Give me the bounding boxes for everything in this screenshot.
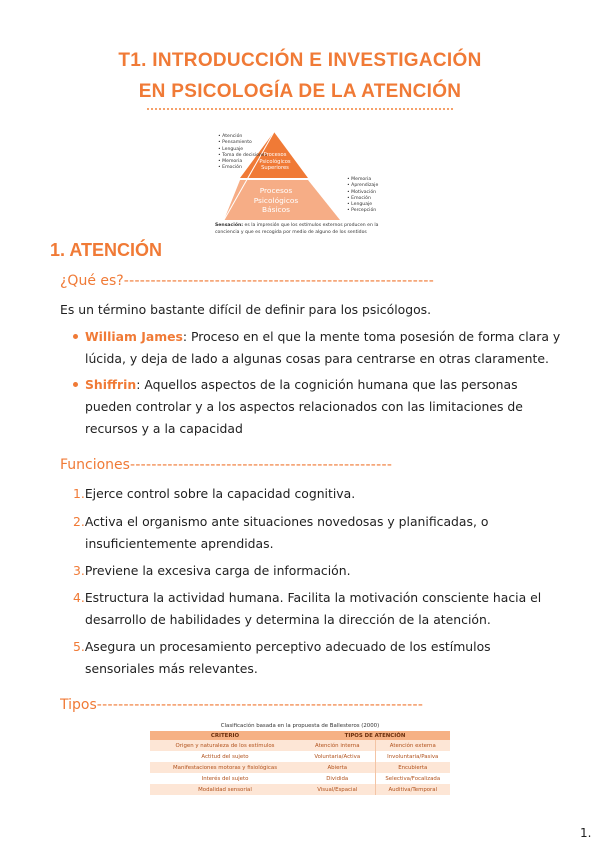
function-item-3	[73, 560, 351, 582]
page-title-line-2: EN PSICOLOGÍA DE LA ATENCIÓN	[138, 81, 462, 102]
item-number: 5.	[73, 639, 85, 654]
dashed-rule: -------------------------------------------------	[129, 457, 393, 473]
list-item: • Atención	[218, 134, 267, 140]
table-cell: Atención externa	[375, 740, 450, 751]
table-row	[150, 773, 450, 784]
table-cell: Visual/Espacial	[300, 784, 375, 795]
subsection-tipos	[60, 697, 540, 713]
item-text: insuficientemente aprendidas.	[85, 536, 274, 551]
item-text: desarrollo de habilidades y determina la dirección de la atención.	[85, 612, 491, 627]
list-item: • Emoción	[347, 196, 378, 202]
list-item: • Lenguaje	[218, 147, 267, 153]
bullet-dot	[73, 382, 78, 387]
section-heading: 1. ATENCIÓN	[50, 240, 163, 260]
function-item-2	[73, 511, 488, 555]
table-cell: Actitud del sujeto	[150, 751, 300, 762]
table-cell: Encubierta	[375, 762, 450, 773]
dashed-rule: -------------------------------------------------------------	[96, 697, 424, 713]
item-text: Ejerce control sobre la capacidad cognitiva.	[84, 486, 356, 501]
page-number: 1.	[580, 826, 592, 840]
item-text: Asegura un procesamiento perceptivo adecuado de los estímulos	[84, 639, 491, 654]
table-cell: Voluntaria/Activa	[300, 751, 375, 762]
list-item: • Memoria	[347, 177, 378, 183]
pyramid-base-label: Procesos Psicológicos Básicos	[253, 186, 299, 214]
list-item: • Memoria	[218, 159, 267, 165]
column-header: TIPOS DE ATENCIÓN	[300, 731, 450, 740]
page-title-line-1: T1. INTRODUCCIÓN E INVESTIGACIÓN	[118, 50, 482, 71]
item-text: Activa el organismo ante situaciones novedosas y planificadas, o	[84, 514, 489, 529]
dashed-rule: ----------------------------------------------------------	[123, 273, 435, 289]
author-name: Shiffrin	[85, 377, 137, 392]
caption-text: es la impresión que los estímulos externos producen en la conciencia y que es recogida por medio de alguno de los sentidos	[215, 223, 379, 235]
list-item: • Emoción	[218, 165, 267, 171]
function-item-5	[73, 636, 491, 680]
figure-caption	[215, 223, 395, 236]
definition-james	[85, 326, 560, 370]
pyramid-graphic	[0, 0, 600, 250]
pyramid-figure	[0, 0, 600, 250]
table-row	[150, 751, 450, 762]
subsection-label: Tipos	[60, 697, 97, 713]
table-cell: Manifestaciones motoras y fisiológicas	[150, 762, 300, 773]
list-item: • Motivación	[347, 190, 378, 196]
table-cell: Abierta	[300, 762, 375, 773]
item-text: Estructura la actividad humana. Facilita la motivación consciente hacia el	[84, 590, 542, 605]
table-cell: Atención interna	[300, 740, 375, 751]
definition-text: lúcida, y deja de lado a algunas cosas para centrarse en otras claramente.	[85, 351, 549, 366]
table-row	[150, 784, 450, 795]
list-item: • Lenguaje	[347, 202, 378, 208]
definition-text: recursos y a la capacidad	[85, 421, 243, 436]
table-cell: Dividida	[300, 773, 375, 784]
table-cell: Modalidad sensorial	[150, 784, 300, 795]
bullet-dot	[73, 334, 78, 339]
table-cell: Involuntaria/Pasiva	[375, 751, 450, 762]
definition-text: : Proceso en el que la mente toma posesión de forma clara y	[182, 329, 561, 344]
pyramid-top-label: Procesos Psicológicos Superiores	[259, 152, 291, 172]
subsection-label: ¿Qué es?	[60, 273, 124, 289]
item-text: sensoriales más relevantes.	[85, 661, 258, 676]
table-cell: Selectiva/Focalizada	[375, 773, 450, 784]
table-cell: Origen y naturaleza de los estímulos	[150, 740, 300, 751]
list-item: • Toma de decisiones	[218, 153, 267, 159]
column-header: CRITERIO	[150, 731, 300, 740]
author-name: William James	[85, 329, 183, 344]
intro-paragraph: Es un término bastante difícil de definir para los psicólogos.	[60, 302, 432, 317]
definition-text: : Aquellos aspectos de la cognición humana que las personas	[136, 377, 518, 392]
item-number: 1.	[73, 486, 85, 501]
item-number: 4.	[73, 590, 85, 605]
subsection-que-es	[60, 273, 540, 289]
subsection-funciones	[60, 457, 540, 473]
list-item: • Aprendizaje	[347, 183, 378, 189]
item-number: 2.	[73, 514, 85, 529]
item-text: Previene la excesiva carga de información.	[84, 563, 351, 578]
caption-term: Sensación:	[215, 223, 244, 228]
list-item: • Percepción	[347, 208, 378, 214]
attention-types-table	[150, 731, 450, 795]
function-item-1	[73, 483, 355, 505]
function-item-4	[73, 587, 541, 631]
subsection-label: Funciones	[60, 457, 130, 473]
table-cell: Interés del sujeto	[150, 773, 300, 784]
definition-shiffrin	[85, 374, 523, 440]
table-row	[150, 740, 450, 751]
lower-process-list	[347, 177, 378, 215]
table-row	[150, 762, 450, 773]
list-item: • Pensamiento	[218, 140, 267, 146]
table-title: Clasificación basada en la propuesta de Ballesteros (2000)	[220, 723, 380, 729]
definition-text: pueden controlar y a los aspectos relacionados con las limitaciones de	[85, 399, 523, 414]
item-number: 3.	[73, 563, 85, 578]
table-cell: Auditiva/Temporal	[375, 784, 450, 795]
